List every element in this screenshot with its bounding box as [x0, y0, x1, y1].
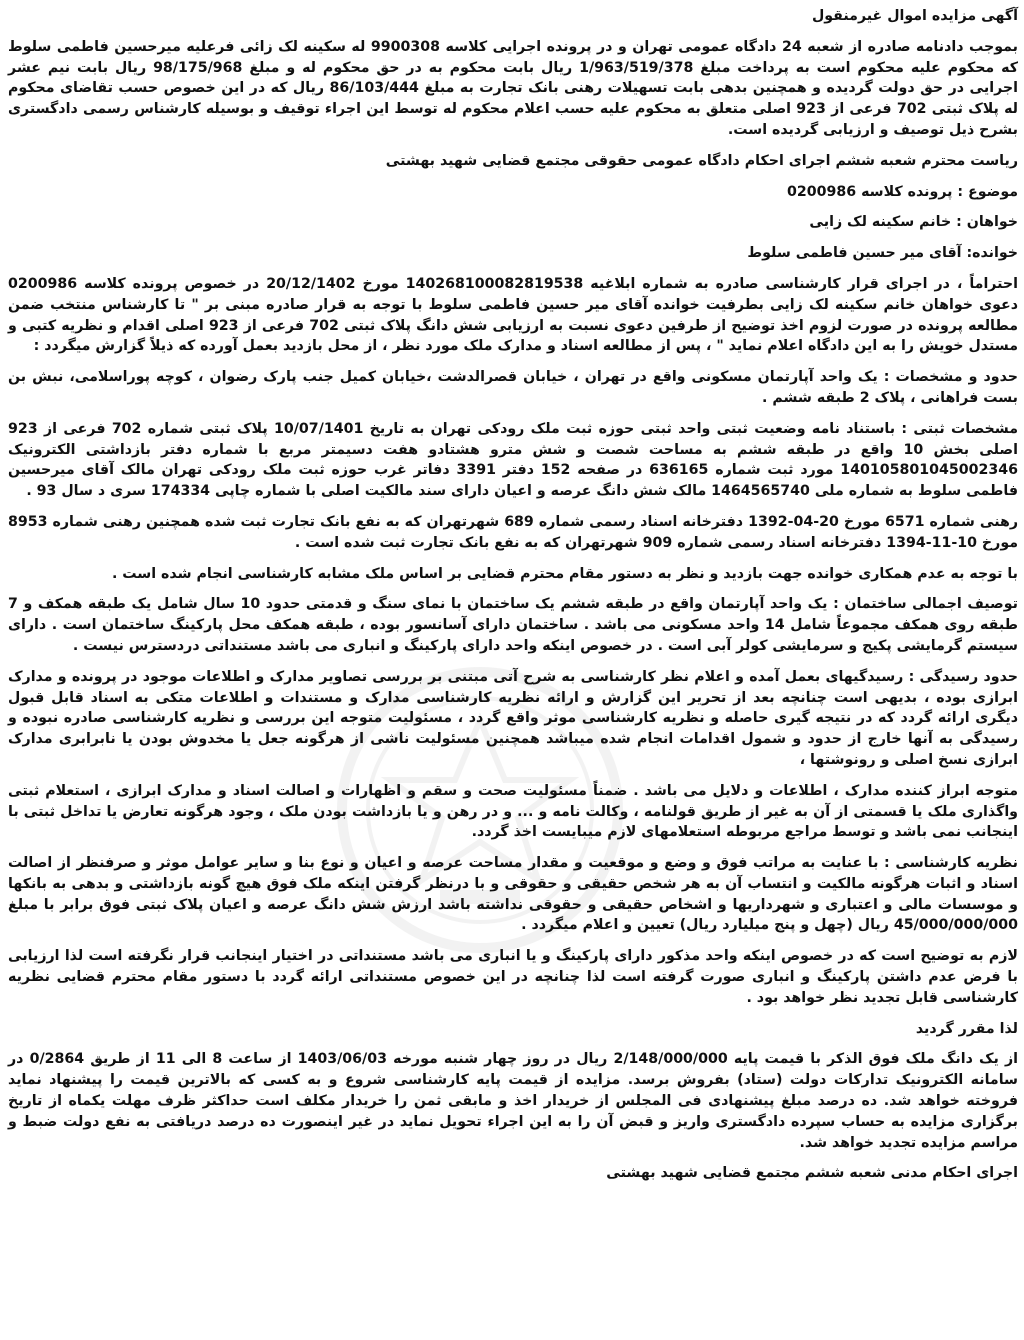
opinion-paragraph: نظریه کارشناسی : با عنایت به مراتب فوق و وضع و موقعیت و مقدار مساحت عرصه و اعیان و نوع بنا و سایر عوامل موثر و صرفنظر از اصالت اسناد و اثبات هرگونه مالکیت و انتساب آن به هر شخص حقیقی و حقوقی و با درنظر گرفتن اینکه ملک فوق هیچ گونه بازداشتی و بدهی به بانکها و موسسات مالی و اعتباری و شهرداریها و اشخاص حقیقی و حقوقی نداشته باشد ارزش شش دانگ عرصه و اعیان پلاک ثبتی فوق برابر با مبلغ 45/000/000/000 ریال (چهل و پنج میلیارد ریال) تعیین و اعلام میگردد . — [8, 855, 1018, 934]
scope-paragraph: حدود رسیدگی : رسیدگیهای بعمل آمده و اعلام نظر کارشناسی به شرح آتی مبتنی بر بررسی تصاویر مدارک و اطلاعات موجود در پرونده و مدارک ابرازی بوده ، بدیهی است چنانچه بعد از تحریر این گزارش و ارائه نظریه کارشناسی مدارک و مستندات و اطلاعات متکی به اسناد قابل قبول دیگری ارائه گردد که در نتیجه گیری حاصله و نظریه کارشناسی موثر واقع گردد ، مسئولیت متوجه این بررسی و نظریه کارشناسی صادره نبوده و رسیدگی به آنها خارج از حدود و شمول اقدامات انجام شده میباشد همچنین مسئولیت ناشی از هرگونه جعل یا مخدوش بودن یا نابرابری مدارک ابرازی نسخ اصلی و رونوشتها ، — [8, 668, 1018, 768]
subject-line: موضوع : پرونده کلاسه 0200986 — [787, 183, 1018, 200]
responsibility-paragraph: متوجه ابراز کننده مدارک ، اطلاعات و دلایل می باشد . ضمناً مسئولیت صحت و سقم و اظهارات و اصالت اسناد و مدارک ابرازی ، استعلام ثبتی واگذاری ملک یا قسمتی از آن به غیر از طریق قولنامه ، وکالت نامه و ... و در رهن و یا بازداشت بودن ملک ، وجود هرگونه تعارض یا تداخل ثبتی با اینجانب نمی باشد و توسط مراجع مربوطه استعلامهای لازم میبایست اخذ گردد. — [8, 782, 1018, 841]
boundaries-paragraph: حدود و مشخصات : یک واحد آپارتمان مسکونی واقع در تهران ، خیابان قصرالدشت ،خیابان کمیل جنب پارک رضوان ، کوچه پوراسلامی، نبش بن بست فراهانی ، پلاک 2 طبقه ششم . — [8, 369, 1018, 406]
document-body — [8, 6, 1018, 1336]
building-paragraph: توصیف اجمالی ساختمان : یک واحد آپارتمان واقع در طبقه ششم یک ساختمان با نمای سنگ و قدمتی حدود 10 سال شامل یک طبقه همکف و 7 طبقه روی همکف مجموعاً شامل 14 واحد مسکونی می باشد . ساختمان دارای آسانسور بوده ، طبقه همکف محل پارکینگ ساختمان است . دارای سیستم گرمایشی پکیج و سرمایشی کولر آبی است . در خصوص اینکه واحد دارای پارکینگ و انباری می باشد مستنداتی دردسترس نیست . — [8, 596, 1018, 654]
plaintiff-line: خواهان : خانم سکینه لک زایی — [809, 214, 1018, 231]
respect-paragraph: احتراماً ، در اجرای قرار کارشناسی صادره به شماره ابلاغیه 140268100082819538 مورخ 20/12/1402 در خصوص پرونده کلاسه 0200986 دعوی خواهان خانم سکینه لک زایی بطرفیت خوانده آقای میر حسین فاطمی سلوط با توجه به قرار صادره مبنی بر " تا کارشناس منتخب ضمن مطالعه پرونده در صورت لزوم اخذ توضیح از طرفین دعوی نسبت به ارزیابی شش دانگ پلاک ثبتی 702 فرعی از 923 اصلی اقدام و نظریه کتبی و مستدل خویش را به این دادگاه اعلام نماید " ، پس از مطالعه اسناد و مدارک ملک مورد نظر ، از محل بازدید بعمل آورده که ذیلاً گزارش میگردد : — [8, 275, 1019, 355]
addressee-line: ریاست محترم شعبه ششم اجرای احکام دادگاه عمومی حقوقی مجتمع قضایی شهید بهشتی — [385, 152, 1018, 169]
mortgage-paragraph: رهنی شماره 6571 مورخ 20-04-1392 دفترخانه اسناد رسمی شماره 689 شهرتهران که به نفع بانک تجارت ثبت شده همچنین رهنی شماره 8953 مورخ 10-11-1394 دفترخانه اسناد رسمی شماره 909 شهرتهران که به نفع بانک تجارت ثبت شده است . — [8, 513, 1018, 551]
document-heading: آگهی مزایده اموال غیرمنقول — [811, 8, 1018, 24]
intro-paragraph: بموجب دادنامه صادره از شعبه 24 دادگاه عمومی تهران و در پرونده اجرایی کلاسه 9900308 له سکینه لک زائی فرعلیه میرحسین فاطمی سلوط که محکوم علیه محکوم است به پرداخت مبلغ 1/963/519/378 ریال بابت محکوم به در حق محکوم له و مبلغ 98/175/968 ریال بابت نیم عشر اجرایی در حق دولت گردیده و همچنین بدهی بابت تسهیلات رهنی بانک تجارت به مبلغ 86/103/444 ریال که در این خصوص حسب تقاضای محکوم له پلاک ثبتی 702 فرعی از 923 اصلی متعلق به محکوم علیه حسب اعلام محکوم له توسط این اجراء توقیف و بوسیله کارشناس رسمی دادگستری بشرح ذیل توصیف و ارزیابی گردیده است. — [8, 38, 1019, 138]
signature-line: اجرای احکام مدنی شعبه ششم مجتمع قضایی شهید بهشتی — [606, 1165, 1018, 1182]
auction-paragraph: از یک دانگ ملک فوق الذکر با قیمت پایه 2/148/000/000 ریال در روز چهار شنبه مورخه 1403/06/03 از ساعت 8 الی 11 از طریق 0/2864 در سامانه الکترونیک تدارکات دولت (ستاد) بفروش برسد. مزایده از قیمت پایه کارشناسی شروع و به کسی که بالاترین قیمت را پیشنهاد نماید فروخته خواهد شد. ده درصد مبلغ پیشنهادی فی المجلس از خریدار اخذ و مابقی ثمن را خریدار مکلف است حداکثر ظرف مهلت یکماه از تاریخ برگزاری مزایده به حساب سپرده دادگستری واریز و قبض آن را به این اجراء تحویل نماید در غیر اینصورت ده درصد دریافتی به نفع دولت ضبط و مراسم مزایده تجدید خواهد شد. — [8, 1051, 1018, 1151]
cooperation-line: با توجه به عدم همکاری خوانده جهت بازدید و نظر به دستور مقام محترم قضایی بر اساس ملک مشابه کارشناسی انجام شده است . — [111, 565, 1018, 582]
note-paragraph: لازم به توضیح است که در خصوص اینکه واحد مذکور دارای پارکینگ و یا انباری می باشد مستنداتی در اختیار اینجانب قرار نگرفته است لذا ارزیابی با فرض عدم داشتن پارکینگ و انباری صورت گرفته است لذا چنانچه در این خصوص مستنداتی ارائه گردد با دستور مقام محترم قضایی نظریه کارشناسی قابل تجدید نظر خواهد بود . — [8, 948, 1018, 1006]
registry-paragraph: مشخصات ثبتی : باستناد نامه وضعیت ثبتی واحد ثبتی حوزه ثبت ملک رودکی تهران به تاریخ 10/07/1401 پلاک ثبتی شماره 702 فرعی از 923 اصلی بخش 10 واقع در طبقه ششم به مساحت شصت و شش مترو هشتادو هفت دسیمتر مربع با شماره دفتر بازداشتی الکترونیک 140105801045002346 مورد ثبت شماره 636165 در صفحه 152 دفتر 3391 دفاتر غرب حوزه ثبت ملک رودکی تهران مالک آقای میرحسین فاطمی سلوط به شماره ملی 1464565740 مالک شش دانگ عرصه و اعیان دارای سند مالکیت اصلی با شماره چاپی 174334 سری د سال 93 . — [8, 420, 1018, 500]
defendant-line: خوانده: آقای میر حسین فاطمی سلوط — [747, 245, 1018, 262]
decided-line: لذا مقرر گردید — [915, 1020, 1018, 1037]
